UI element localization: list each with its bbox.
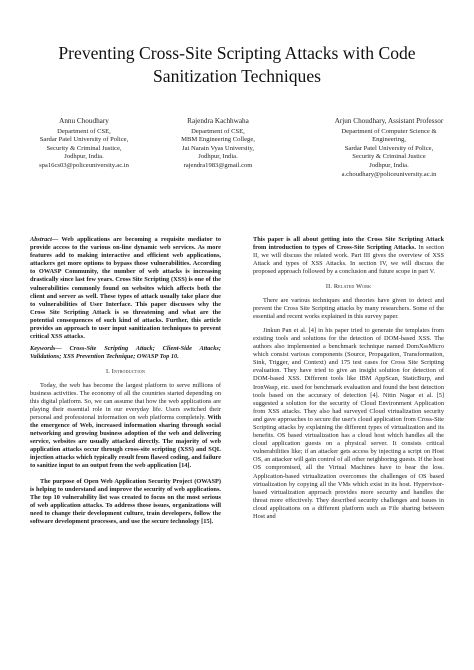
author-block [30,117,450,217]
keywords-text: Cross-Site Scripting Attack; Client-Side Attacks; Validations; XSS Prevention Technique; OWASP Top 10. [30,345,221,361]
author-3-line: Sardar Patel University of Police, [344,144,434,152]
left-column [30,236,221,526]
author-1-email: spa16cs03@policeuniversity.ac.in [39,161,129,169]
paragraph: Jinkun Pan et al. [4] in his paper tried to generate the templates from existing tools and solutions for the detection of DOM-based XSS. The authors also implemented a benchmark technique named DomXssMicro which consist various components (Source, Propagation, Transformation, Sink, Trigger, and Context) and 175 test cases for Cross Site Scripting evaluation. They have tried to give an insight solution for detection of DOM-based XSS. Different tools like IBM AppScan, StaticBurp, and IronWasp, etc. used for benchmark evaluation and found the best detection tools based on the accuracy of detection [4]. Nitin Nagar et al. [5] suggested a solution for the security of Cloud Environment Application from XSS attacks. They also had surveyed Cloud virtualization security and gave approaches to secure the user's cloud application from Cross-Site Scripting attacks by explaining the different types of virtualization and its benefits. OS based virtualization has a cloud host which handles all the cloud application guests on a physical server. It consists critical vulnerabilities like; if an attacker gets access by injecting a script on Host OS, an attacker will gain control of all other neighboring guests. If the host OS compromised, all the Virtual Machines have to bear the loss. Application-based virtualization overcomes the challenges of OS based virtualization by copying all the VMs which exist in its host. Hypervisor-based virtualization approach provides more security and handles the threat more effectively. They described security challenges and issues in cloud applications on a different platform such as File sharing between Host and [253,326,444,520]
author-1-name: Annu Choudhary [59,117,109,125]
author-3 [328,117,450,179]
author-2-line: Department of CSE, [191,127,245,135]
abstract-text: — Web applications are becoming a requisite mediator to provide access to the various on-line dynamic web services. As more features add to making interactive and efficient web applications, attackers get more options to bypass those vulnerabilities. According to OWASP Community, the number of web attacks is increasing drastically since last few years. Cross Site Scripting (XSS) is one of the vulnerabilities commonly found on websites which affects both the client and server as well. These types of attack usually take place due to vulnerabilities of User Interface. This paper discusses why the Cross Site Scripting Attack is so threatening and what are the potential consequences of such kind of attacks. Further, this article provides an approach to user input sanitization techniques to prevent critical XSS attacks. [30,236,221,341]
section-heading-related-work: II. Related Work [325,283,372,291]
paragraph [30,382,221,471]
paragraph-bold-text: This paper is all about getting into the Cross Site Scripting Attack from introduction to types of Cross-Site Scripting Attacks. [253,236,444,252]
section-heading-introduction: I. Introduction [105,368,146,376]
author-3-line: Jodhpur, India. [369,161,409,169]
paragraph: There are various techniques and theories have given to detect and prevent the Cross Site Scripting attacks by many researchers. Some of the essential and recent works explained in this survey paper. [253,296,444,320]
abstract-label: Abstract [30,236,52,243]
right-column [253,236,444,521]
paragraph-text: In section II, we will discuss the related work. Part III gives the overview of XSS Attack and types of XSS Attacks. In section IV, we will discuss the proposed approach followed by a conclusion and future scope in part V. [253,244,444,276]
author-2-line: Jai Narain Vyas University, [182,144,254,152]
paragraph: The purpose of Open Web Application Security Project (OWASP) is helping to understand and improve the security of web applications. The top 10 vulnerability list was created to focus on the most serious of web application attacks. To address those issues, organizations will need to change their development culture, train developers, follow the software development processes, and use the secure technology [15]. [30,477,221,525]
paper-title: Preventing Cross-Site Scripting Attacks with Code Sanitization Techniques [58,43,416,86]
paragraph [253,236,444,276]
author-2-line: MBM Engineering College, [181,136,255,144]
author-3-line: Engineering, [372,136,406,144]
author-2 [163,117,273,171]
author-1-line: Sardar Patel University of Police, [39,136,129,144]
paragraph-text: Today, the web has become the largest platform to serve millions of business activities. The economy of all the countries started depending on this digital platform. So, we can assume that how the web applications are playing their essential role in our everyday life. Users switched their personal and professional information on web platforms completely. [30,381,221,421]
author-2-name: Rajendra Kachhwaha [187,117,249,125]
keywords [30,345,221,361]
author-3-email: a.choudhary@policeuniversity.ac.in [341,170,437,178]
author-3-line: Security & Criminal Justice [352,153,426,161]
paragraph-bold-text: With the emergence of Web, increased information sharing through social networking and growing business adoption of the web and delivering service, websites are usually attacked directly. The majority of web application attacks occur through cross-site scripting (XSS) and SQL injection attacks which typically result from flawed coding, and failure to sanitize input to an output from the web application [14]. [30,413,222,470]
keywords-label: Keywords— [30,345,62,353]
abstract [30,236,221,341]
author-2-email: rajendra1983@gmail.com [183,161,253,169]
author-1-line: Security & Criminal Justice, [46,144,122,152]
author-2-line: Jodhpur, India. [198,153,238,161]
author-3-line: Department of Computer Science & [341,127,437,135]
author-1-line: Department of CSE, [57,127,111,135]
author-1-line: Jodhpur, India. [64,153,104,161]
author-1 [30,117,138,171]
author-3-name: Arjun Choudhary, Assistant Professor [334,117,444,125]
